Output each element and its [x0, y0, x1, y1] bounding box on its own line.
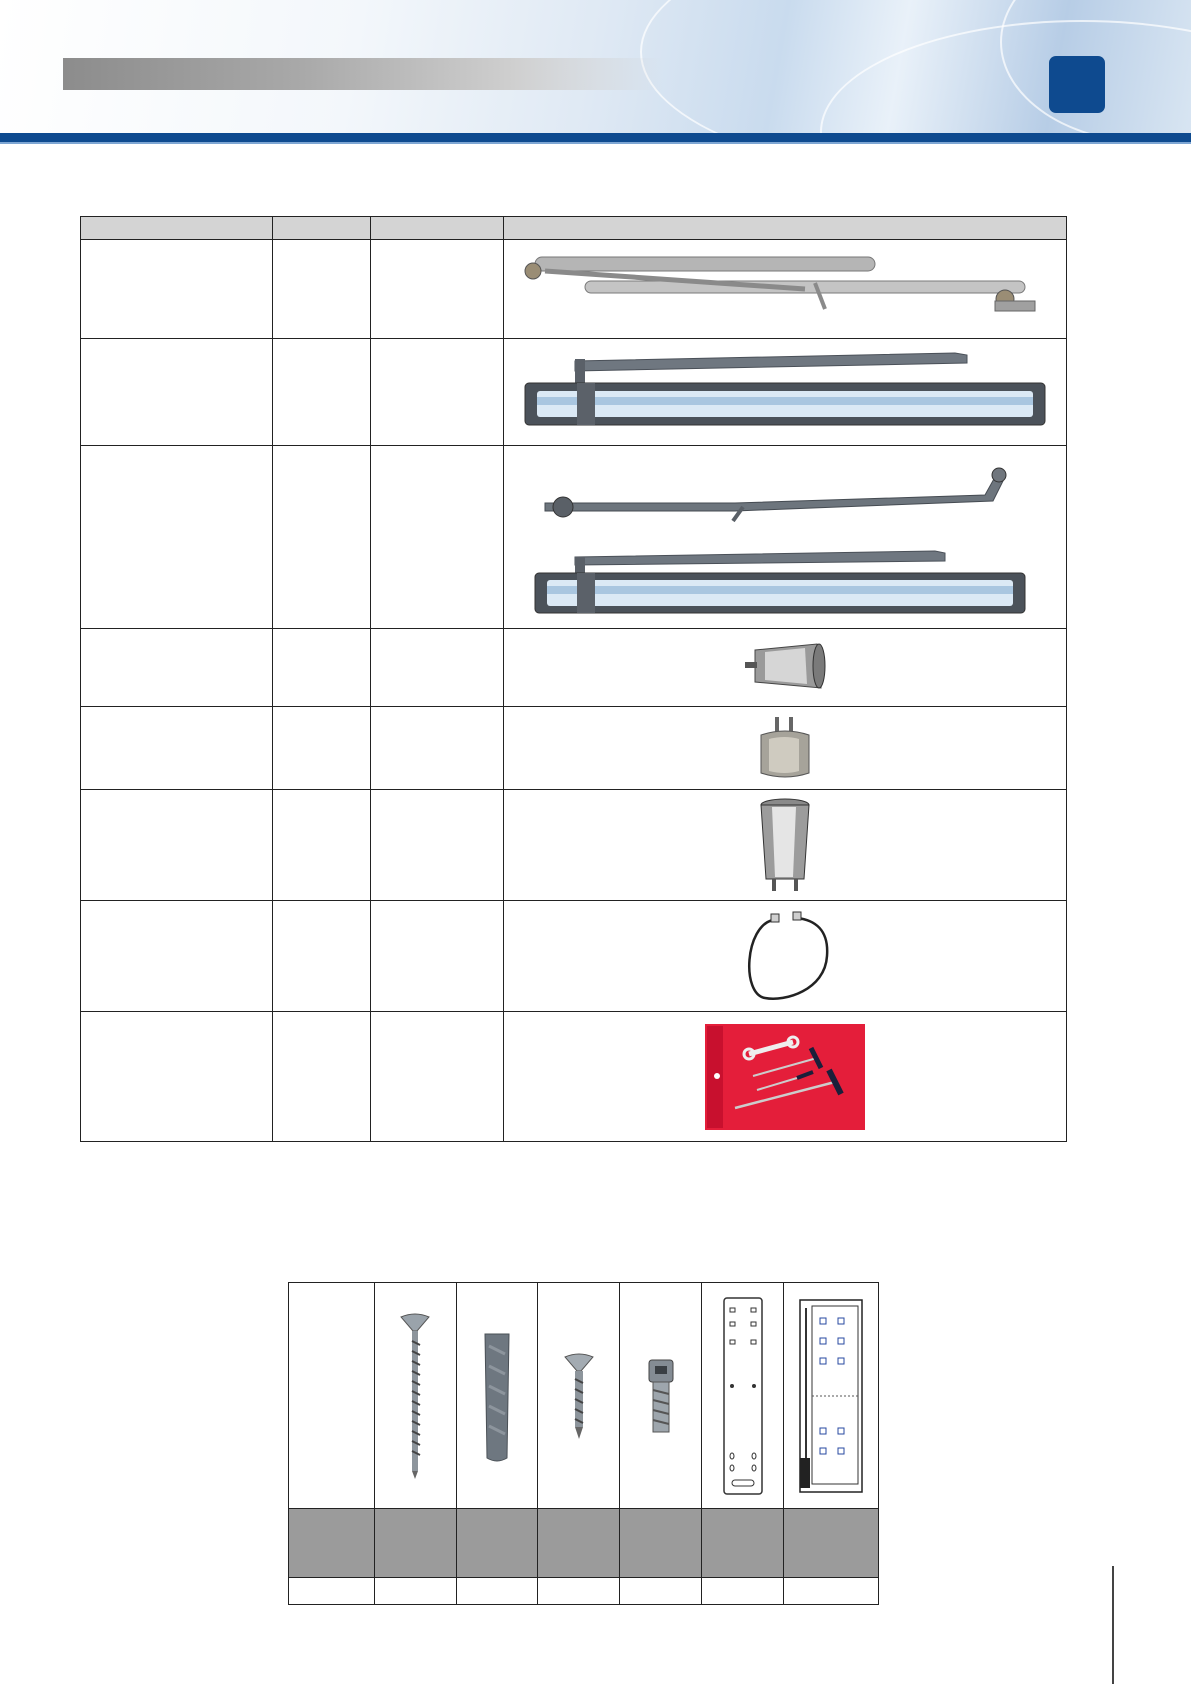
part-name [81, 339, 273, 446]
header-rule [0, 133, 1191, 142]
table-row [81, 707, 1067, 790]
column-header [272, 217, 371, 240]
part-qty [272, 1012, 371, 1142]
label-cell [784, 1509, 879, 1578]
part-code [371, 1012, 504, 1142]
part-qty [272, 790, 371, 901]
parts-table-header [81, 217, 1067, 240]
arm-set-with-rail-image [515, 457, 1055, 617]
drilling-template-image [798, 1298, 864, 1494]
table-row [81, 446, 1067, 629]
part-name [81, 1012, 273, 1142]
label-cell [620, 1509, 702, 1578]
accessories-table [288, 1282, 879, 1605]
part-code [371, 901, 504, 1012]
standard-arm-image [515, 249, 1055, 329]
mounting-plate-image [720, 1296, 766, 1496]
table-row [289, 1283, 879, 1509]
value-cell [784, 1578, 879, 1605]
label-cell [702, 1509, 784, 1578]
accessory-image-cell [374, 1283, 456, 1509]
accessory-image-cell [620, 1283, 702, 1509]
part-image-cell [504, 446, 1067, 629]
table-row [81, 339, 1067, 446]
chapter-badge [1049, 56, 1105, 113]
column-header [81, 217, 273, 240]
part-code [371, 707, 504, 790]
header-rule-light [0, 142, 1191, 144]
axle-adapter-image [745, 713, 825, 783]
self-drilling-screw-image [559, 1351, 599, 1441]
table-row [81, 790, 1067, 901]
page-title-bar [63, 58, 663, 90]
slide-rail-arm-image [515, 347, 1055, 437]
wood-screw-image [395, 1311, 435, 1481]
table-row [81, 901, 1067, 1012]
part-code [371, 339, 504, 446]
value-cell [289, 1578, 375, 1605]
value-cell [702, 1578, 784, 1605]
tool-kit-image [705, 1024, 865, 1130]
accessory-image-cell [456, 1283, 538, 1509]
table-row [81, 240, 1067, 339]
table-row [81, 629, 1067, 707]
part-name [81, 240, 273, 339]
label-cell [456, 1509, 538, 1578]
accessories-value-row [289, 1578, 879, 1605]
part-qty [272, 240, 371, 339]
part-code [371, 790, 504, 901]
part-name [81, 446, 273, 629]
axle-extension-cone-image [735, 638, 835, 698]
part-name [81, 790, 273, 901]
value-cell [620, 1578, 702, 1605]
label-cell [374, 1509, 456, 1578]
part-code [371, 446, 504, 629]
part-image-cell [504, 790, 1067, 901]
part-qty [272, 339, 371, 446]
part-name [81, 901, 273, 1012]
accessory-image-cell [702, 1283, 784, 1509]
part-image-cell [504, 339, 1067, 446]
parts-table [80, 216, 1067, 1142]
socket-cap-screw-image [641, 1356, 681, 1436]
part-code [371, 629, 504, 707]
label-cell [289, 1509, 375, 1578]
empty-cell [289, 1283, 375, 1509]
column-header [371, 217, 504, 240]
part-image-cell [504, 1012, 1067, 1142]
wall-plug-image [477, 1326, 517, 1466]
cable-image [735, 906, 835, 1006]
part-image-cell [504, 707, 1067, 790]
part-qty [272, 901, 371, 1012]
value-cell [456, 1578, 538, 1605]
value-cell [374, 1578, 456, 1605]
axle-extension-long-image [750, 795, 820, 895]
part-qty [272, 446, 371, 629]
accessory-image-cell [784, 1283, 879, 1509]
table-row [81, 1012, 1067, 1142]
page-number-divider [1112, 1566, 1114, 1684]
part-image-cell [504, 240, 1067, 339]
part-name [81, 629, 273, 707]
part-image-cell [504, 901, 1067, 1012]
part-code [371, 240, 504, 339]
part-image-cell [504, 629, 1067, 707]
column-header [504, 217, 1067, 240]
part-name [81, 707, 273, 790]
accessory-image-cell [538, 1283, 620, 1509]
value-cell [538, 1578, 620, 1605]
accessories-label-row [289, 1509, 879, 1578]
part-qty [272, 707, 371, 790]
part-qty [272, 629, 371, 707]
label-cell [538, 1509, 620, 1578]
